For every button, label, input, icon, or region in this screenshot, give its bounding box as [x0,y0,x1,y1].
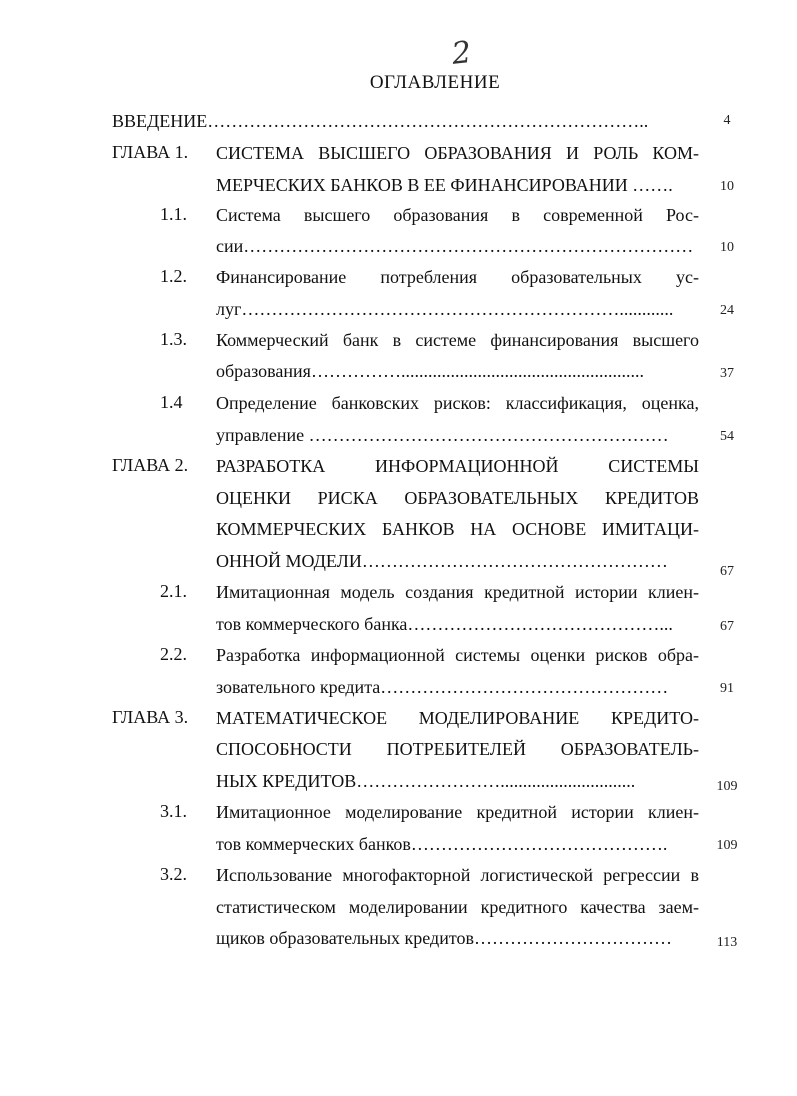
toc-page-number: 54 [720,429,734,444]
chapter-title-line: ОЦЕНКИ РИСКА ОБРАЗОВАТЕЛЬНЫХ КРЕДИТОВ [216,488,699,508]
toc-page-number: 4 [723,113,731,128]
section-title-line: тов коммерческого банка……………………………………... [216,614,673,634]
section-title-line: Финансирование потребления образовательных ус- [216,267,699,287]
chapter-title-line: МЕРЧЕСКИХ БАНКОВ В ЕЕ ФИНАНСИРОВАНИИ ……. [216,175,673,195]
chapter-label: ГЛАВА 2. [112,455,189,475]
section-label: 3.2. [160,864,187,884]
section-label: 1.3. [160,329,187,349]
toc-page-number: 109 [716,779,738,794]
section-label: 3.1. [160,801,187,821]
toc-entry-intro: ВВЕДЕНИЕ……………………………………………………………….. [112,111,649,131]
section-title-line: луг………………………………………………………............ [216,299,674,319]
toc-page-number: 67 [720,619,734,634]
toc-page-number: 67 [720,564,734,579]
section-title-line: Имитационная модель создания кредитной истории клиен- [216,582,699,602]
section-title-line: образования……………...................................................... [216,361,644,381]
toc-page-number: 10 [720,240,734,255]
chapter-title-line: МАТЕМАТИЧЕСКОЕ МОДЕЛИРОВАНИЕ КРЕДИТО- [216,708,699,728]
section-title-line: сии………………………………………………………………… [216,236,694,256]
section-label: 2.2. [160,644,187,664]
section-title-line: тов коммерческих банков……………………………………. [216,834,668,854]
section-title-line: статистическом моделировании кредитного качества заем- [216,897,699,917]
toc-page-number: 10 [720,179,734,194]
toc-title: ОГЛАВЛЕНИЕ [369,72,501,93]
chapter-title-line: РАЗРАБОТКА ИНФОРМАЦИОННОЙ СИСТЕМЫ [216,456,699,476]
chapter-title-line: ОННОЙ МОДЕЛИ…………………………………………… [216,551,668,571]
section-title-line: щиков образовательных кредитов…………………………… [216,928,672,948]
section-title-line: Использование многофакторной логистической регрессии в [216,865,699,885]
section-title-line: Определение банковских рисков: классификация, оценка, [216,393,699,413]
toc-page-number: 24 [720,303,734,318]
chapter-title-line: КОММЕРЧЕСКИХ БАНКОВ НА ОСНОВЕ ИМИТАЦИ- [216,519,699,539]
toc-page-number: 91 [720,681,734,696]
toc-page-number: 109 [716,838,738,853]
section-title-line: Разработка информационной системы оценки рисков обра- [216,645,699,665]
chapter-title-line: НЫХ КРЕДИТОВ…………………….............................. [216,771,636,791]
section-label: 2.1. [160,581,187,601]
section-label: 1.2. [160,266,187,286]
handwritten-page-number: 2 [450,35,471,72]
chapter-title-line: СИСТЕМА ВЫСШЕГО ОБРАЗОВАНИЯ И РОЛЬ КОМ- [216,143,699,163]
chapter-label: ГЛАВА 1. [112,142,189,162]
toc-page-number: 113 [716,935,738,950]
section-label: 1.4 [160,392,183,412]
toc-page-number: 37 [720,366,734,381]
section-title-line: Коммерческий банк в системе финансирования высшего [216,330,699,350]
chapter-label: ГЛАВА 3. [112,707,189,727]
chapter-title-line: СПОСОБНОСТИ ПОТРЕБИТЕЛЕЙ ОБРАЗОВАТЕЛЬ- [216,739,699,759]
section-title-line: Система высшего образования в современной Рос- [216,205,699,225]
section-title-line: Имитационное моделирование кредитной истории клиен- [216,802,699,822]
section-label: 1.1. [160,204,187,224]
section-title-line: управление …………………………………………………… [216,425,669,445]
section-title-line: зовательного кредита………………………………………… [216,677,669,697]
